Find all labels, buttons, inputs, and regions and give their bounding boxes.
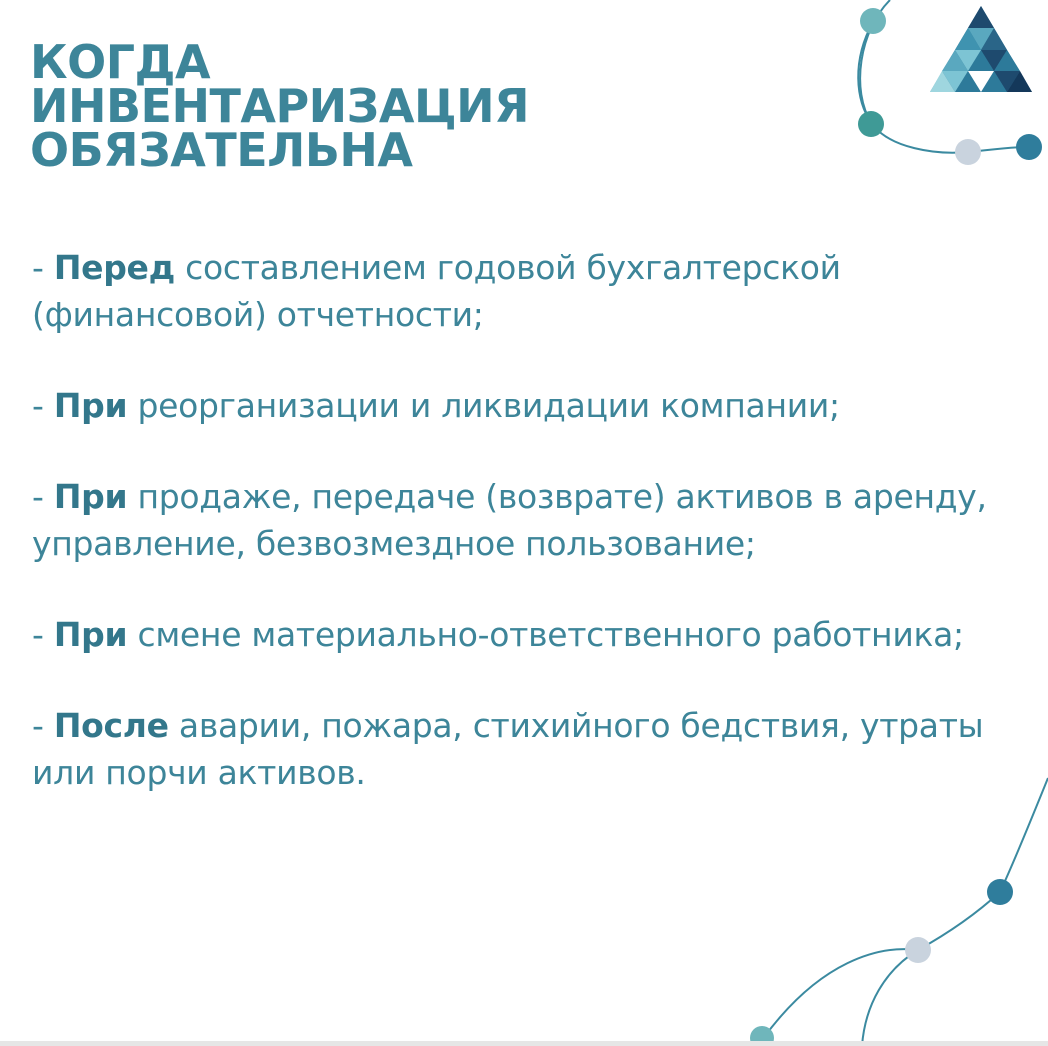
node-dot bbox=[987, 879, 1013, 905]
node-dot bbox=[860, 8, 886, 34]
title-line-2: ИНВЕНТАРИЗАЦИЯ bbox=[30, 79, 530, 133]
item-lead: При bbox=[53, 477, 128, 516]
item-dash: - bbox=[32, 386, 54, 425]
node-dot bbox=[905, 937, 931, 963]
bottom-divider bbox=[0, 1041, 1048, 1046]
title-line-3: ОБЯЗАТЕЛЬНА bbox=[30, 123, 413, 177]
item-text: смене материально-ответственного работника; bbox=[127, 615, 964, 654]
item-lead: Перед bbox=[53, 248, 175, 287]
item-dash: - bbox=[32, 615, 54, 654]
item-lead: После bbox=[53, 706, 169, 745]
triangle-a-logo bbox=[930, 6, 1032, 92]
node-dot bbox=[1016, 134, 1042, 160]
node-dot bbox=[858, 111, 884, 137]
item-dash: - bbox=[32, 477, 54, 516]
item-lead: При bbox=[53, 386, 128, 425]
item-dash: - bbox=[32, 248, 54, 287]
bottom-curve-line-2 bbox=[862, 950, 918, 1046]
item-text: продаже, передаче (возврате) активов в аренду, управление, безвозмездное пользование; bbox=[32, 477, 987, 563]
item-text: реорганизации и ликвидации компании; bbox=[127, 386, 840, 425]
item-dash: - bbox=[32, 706, 54, 745]
item-text: аварии, пожара, стихийного бедствия, утраты или порчи активов. bbox=[32, 706, 984, 792]
title-line-1: КОГДА bbox=[30, 35, 211, 89]
bottom-curve-line bbox=[762, 778, 1048, 1040]
item-text: составлением годовой бухгалтерской (финансовой) отчетности; bbox=[32, 248, 841, 334]
node-dot bbox=[955, 139, 981, 165]
logo-facet bbox=[968, 6, 994, 28]
item-lead: При bbox=[53, 615, 128, 654]
